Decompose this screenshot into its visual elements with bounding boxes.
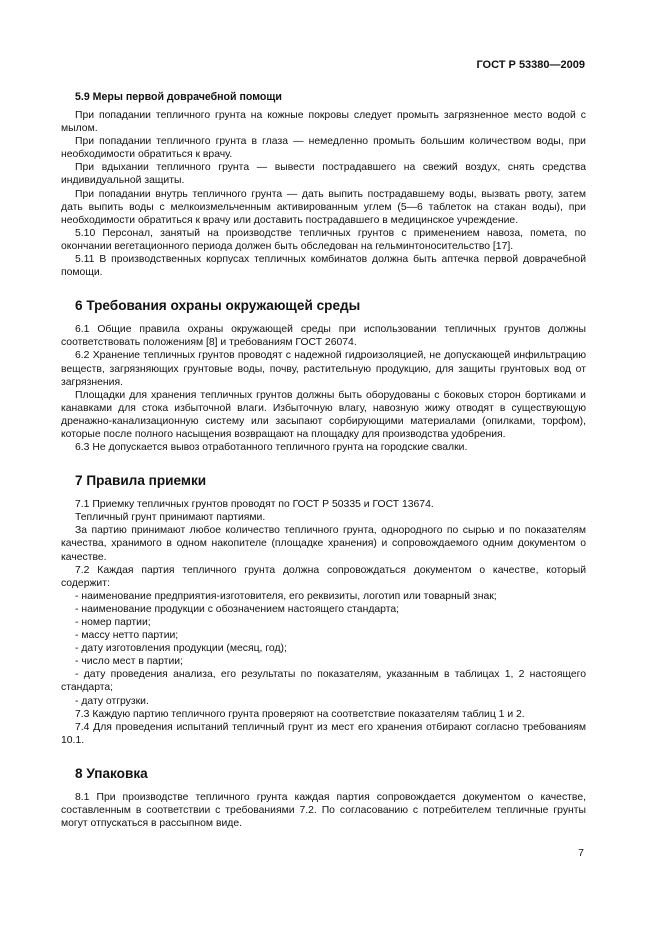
list-item: - дату отгрузки.	[75, 695, 149, 707]
page-number: 7	[578, 847, 584, 859]
paragraph: 7.3 Каждую партию тепличного грунта проверяют на соответствие показателям таблиц 1 и 2.	[75, 708, 525, 720]
list-item: - наименование предприятия-изготовителя, его реквизиты, логотип или товарный знак;	[75, 590, 497, 602]
paragraph: При попадании тепличного грунта на кожные покровы следует промыть загрязненное место водой с мылом.	[61, 110, 586, 135]
section-heading-8: 8 Упаковка	[75, 765, 148, 781]
paragraph: За партию принимают любое количество тепличного грунта, однородного по сырью и по показателям качества, хранимого в одном накопителе (площадке хранения) и сопровождаемого одним документом о качестве.	[61, 525, 586, 563]
paragraph: 7.2 Каждая партия тепличного грунта должна сопровождаться документом о качестве, который содержит:	[61, 564, 586, 589]
paragraph: 6.3 Не допускается вывоз отработанного тепличного грунта на городские свалки.	[75, 442, 468, 454]
paragraph: Площадки для хранения тепличных грунтов должны быть оборудованы с боковых сторон бортиками и канавками для стока избыточной влаги. Избыточную влагу, навозную жижу отводят в существующую дренажно-канализационную систему или засыпают сорбирующими материалами (опилками, торфом), которые после полного насыщения возвращают на площадку для производства удобрения.	[61, 389, 586, 440]
paragraph: 5.10 Персонал, занятый на производстве тепличных грунтов с применением навоза, помета, по окончании вегетационного периода должен быть обследован на гельминтоносительство [17].	[61, 227, 586, 252]
paragraph: 7.1 Приемку тепличных грунтов проводят по ГОСТ Р 50335 и ГОСТ 13674.	[75, 499, 434, 511]
paragraph: При вдыхании тепличного грунта — вывести пострадавшего на свежий воздух, снять средства индивидуальной защиты.	[61, 162, 586, 187]
list-item: - число мест в партии;	[75, 656, 183, 668]
paragraph: 6.1 Общие правила охраны окружающей среды при использовании тепличных грунтов должны соответствовать положениям [8] и требованиям ГОСТ 26074.	[61, 324, 586, 349]
paragraph: 6.2 Хранение тепличных грунтов проводят с надежной гидроизоляцией, не допускающей инфильтрацию веществ, загрязняющих грунтовые воды, почву, растительную продукцию, для защиты грунтовых вод от загрязнения.	[61, 350, 586, 388]
paragraph: При попадании внутрь тепличного грунта — дать выпить пострадавшему воды, вызвать рвоту, затем дать выпить воды с мелкоизмельченным активированным углем (5—6 таблеток на стакан воды), при необходимости обратиться к врачу или доставить пострадавшего в медицинское учреждение.	[61, 188, 586, 226]
paragraph: 5.11 В производственных корпусах тепличных комбинатов должна быть аптечка первой доврачебной помощи.	[61, 254, 586, 279]
paragraph: При попадании тепличного грунта в глаза — немедленно промыть большим количеством воды, при необходимости обратиться к врачу.	[61, 136, 586, 161]
paragraph: 7.4 Для проведения испытаний тепличный грунт из мест его хранения отбирают согласно требованиям 10.1.	[61, 721, 586, 746]
subsection-heading-5-9: 5.9 Меры первой доврачебной помощи	[75, 91, 282, 103]
section-heading-6: 6 Требования охраны окружающей среды	[75, 298, 361, 314]
section-heading-7: 7 Правила приемки	[75, 473, 207, 489]
list-item: - массу нетто партии;	[75, 630, 179, 642]
document-code: ГОСТ Р 53380—2009	[476, 59, 585, 71]
list-item: - номер партии;	[75, 617, 151, 628]
paragraph: 8.1 При производстве тепличного грунта каждая партия сопровождается документом о качестве, составленным в соответствии с требованиями 7.2. По согласованию с потребителем тепличные грунты могут отпускаться в рассыпном виде.	[61, 791, 586, 830]
page-content	[61, 91, 586, 830]
list-item: - дату изготовления продукции (месяц, год);	[75, 643, 287, 655]
paragraph: Тепличный грунт принимают партиями.	[75, 512, 266, 524]
list-item: - дату проведения анализа, его результаты по показателям, указанным в таблицах 1, 2 настоящего стандарта;	[61, 669, 586, 694]
list-item: - наименование продукции с обозначением настоящего стандарта;	[75, 603, 400, 615]
